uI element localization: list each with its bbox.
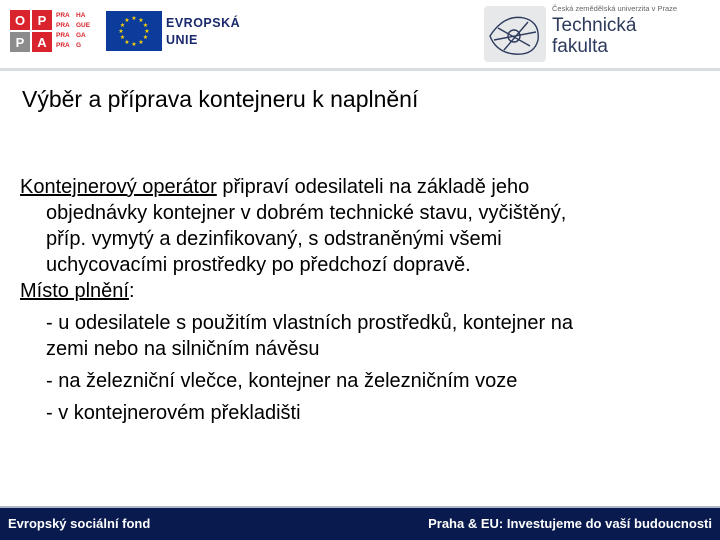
faculty-name-line1: Technická [552, 15, 637, 36]
oppa-letter: A [32, 32, 52, 52]
svg-text:★: ★ [138, 17, 144, 24]
header-divider [0, 68, 720, 71]
footer-right-text: Praha & EU: Investujeme do vaší budoucnosti [428, 516, 712, 531]
slide-title: Výběr a příprava kontejneru k naplnění [22, 86, 419, 112]
body-text: : [128, 280, 135, 302]
body-line: uchycovacími prostředky po předchozí dopravě. [46, 254, 471, 276]
list-item: - v kontejnerovém překladišti [46, 402, 301, 424]
svg-text:★: ★ [144, 28, 150, 35]
praha-text: PRA [56, 12, 70, 19]
oppa-logo [10, 10, 52, 52]
eu-label-line1: EVROPSKÁ [166, 16, 241, 30]
body-text: připraví odesilateli na základě jeho [216, 176, 530, 198]
praha-text: GUE [76, 22, 91, 29]
svg-text:★: ★ [124, 39, 130, 46]
eu-label [166, 15, 240, 49]
paragraph-place [20, 278, 710, 426]
praha-text: PRA [56, 32, 70, 39]
svg-text:★: ★ [142, 34, 149, 41]
praha-text: GA [76, 32, 86, 39]
university-name: Česká zemědělská univerzita v Praze [552, 4, 678, 13]
svg-text:★: ★ [131, 15, 137, 22]
faculty-emblem-icon [484, 6, 546, 62]
faculty-name [552, 15, 637, 57]
oppa-letter: P [10, 32, 30, 52]
body-line [20, 278, 710, 304]
underlined-term: Místo plnění [20, 280, 129, 302]
svg-text:★: ★ [131, 41, 137, 48]
list-item: - na železniční vlečce, kontejner na železničním voze [46, 370, 518, 392]
paragraph-operator [20, 174, 710, 278]
eu-flag-icon [106, 11, 162, 51]
list-item: - u odesilatele s použitím vlastních prostředků, kontejner na [46, 312, 573, 334]
list-item-continuation: zemi nebo na silničním návěsu [46, 338, 320, 360]
svg-text:★: ★ [119, 22, 126, 29]
svg-text:★: ★ [118, 28, 124, 35]
body-line: objednávky kontejner v dobrém technické stavu, vyčištěný, [46, 202, 567, 224]
svg-text:★: ★ [124, 17, 130, 24]
footer-left-text: Evropský sociální fond [8, 516, 151, 531]
praha-text: HA [76, 12, 86, 19]
svg-text:★: ★ [138, 39, 144, 46]
praha-logo [56, 11, 98, 51]
slide-body [20, 174, 710, 426]
oppa-letter: O [10, 10, 30, 30]
body-line [20, 174, 710, 200]
underlined-term: Kontejnerový operátor [20, 176, 217, 198]
eu-label-line2: UNIE [166, 33, 198, 47]
footer-bar [0, 508, 720, 540]
oppa-letter: P [32, 10, 52, 30]
faculty-name-line2: fakulta [552, 36, 608, 57]
praha-text: G [76, 42, 82, 49]
svg-text:★: ★ [119, 34, 126, 41]
svg-text:★: ★ [142, 22, 149, 29]
praha-text: PRA [56, 22, 70, 29]
body-line: příp. vymytý a dezinfikovaný, s odstraněnými všemi [46, 228, 502, 250]
praha-text: PRA [56, 42, 70, 49]
